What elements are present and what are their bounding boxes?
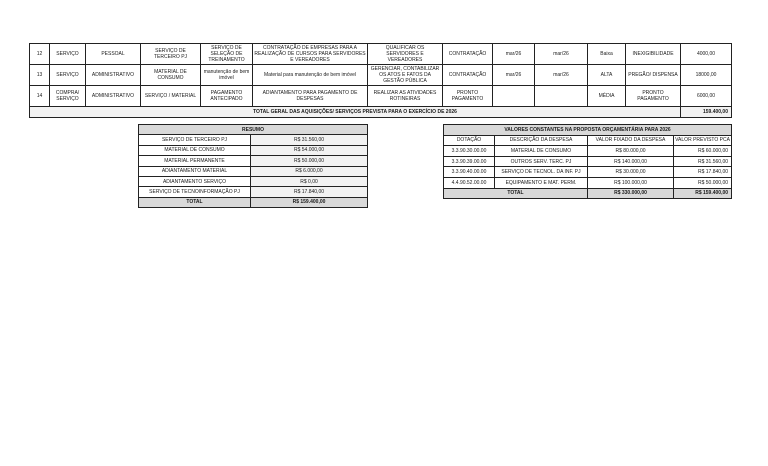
row-value: 6000,00: [681, 86, 732, 107]
table-row: [444, 167, 732, 178]
budget-description: MATERIAL DE CONSUMO: [495, 146, 588, 157]
summary-total-value: R$ 159.400,00: [251, 197, 368, 207]
row-form: CONTRATAÇÃO: [443, 65, 493, 86]
row-value: 4000,00: [681, 44, 732, 65]
summary-value: R$ 31.560,00: [251, 135, 368, 145]
col-header-dotacao: DOTAÇÃO: [444, 135, 495, 146]
row-number: 14: [30, 86, 50, 107]
table-row: [444, 156, 732, 167]
row-number: 12: [30, 44, 50, 65]
budget-fixed-value: R$ 140.000,00: [588, 156, 674, 167]
table-row: [444, 177, 732, 188]
row-description: Material para manutenção de bem imóvel: [253, 65, 368, 86]
budget-fixed-value: R$ 100.000,00: [588, 177, 674, 188]
summary-label: ADIANTAMENTO SERVIÇO: [139, 176, 251, 186]
row-priority: ALTA: [588, 65, 626, 86]
row-category: ADMINISTRATIVO: [86, 86, 141, 107]
budget-description: EQUIPAMENTO E MAT. PERM.: [495, 177, 588, 188]
row-item: PAGAMENTO ANTECIPADO: [201, 86, 253, 107]
budget-table: [443, 124, 732, 199]
budget-total-row: [444, 188, 732, 199]
table-row: [139, 176, 368, 186]
row-type: SERVIÇO: [50, 44, 86, 65]
summary-label: MATERIAL DE CONSUMO: [139, 145, 251, 155]
budget-total-fixed: R$ 330.000,00: [588, 188, 674, 199]
total-label: TOTAL GERAL DAS AQUISIÇÕES/ SERVIÇOS PREVISTA PARA O EXERCÍCIO DE 2026: [30, 107, 681, 118]
row-start: mar/26: [493, 65, 535, 86]
row-justification: QUALIFICAR OS SERVIDORES E VEREADORES: [368, 44, 443, 65]
summary-value: R$ 6.000,00: [251, 166, 368, 176]
budget-dotacao: 3.3.90.40.00.00: [444, 167, 495, 178]
budget-fixed-value: R$ 30.000,00: [588, 167, 674, 178]
summary-value: R$ 50.000,00: [251, 156, 368, 166]
row-start: [493, 86, 535, 107]
summary-header: [139, 125, 368, 135]
summary-table: [138, 124, 368, 208]
budget-total-planned: R$ 159.400,00: [674, 188, 732, 199]
row-category: PESSOAL: [86, 44, 141, 65]
row-description: CONTRATAÇÃO DE EMPRESAS PARA A REALIZAÇÃO DE CURSOS PARA SERVIDORES E VEREADORES: [254, 45, 366, 63]
budget-total-label: TOTAL: [444, 188, 588, 199]
row-justification: GERENCIAR, CONTABILIZAR OS ATOS E FATOS DA GESTÃO PÚBLICA: [368, 65, 443, 86]
row-type: COMPRA/ SERVIÇO: [50, 86, 86, 107]
budget-header-row: [444, 135, 732, 146]
acquisitions-table: [29, 43, 732, 118]
row-value: 18000,00: [681, 65, 732, 86]
row-modality: INEXIGIBILIDADE: [626, 44, 681, 65]
table-row: [139, 187, 368, 197]
summary-label: MATERIAL PERMANENTE: [139, 156, 251, 166]
row-classification: SERVIÇO DE TERCEIRO PJ: [141, 44, 201, 65]
summary-value: R$ 17.840,00: [251, 187, 368, 197]
summary-total-row: [139, 197, 368, 207]
col-header-planned-value: VALOR PREVISTO PCA: [674, 135, 732, 146]
row-form: PRONTO PAGAMENTO: [443, 86, 493, 107]
row-description: ADIANTAMENTO PARA PAGAMENTO DE DESPESAS: [253, 86, 368, 107]
row-category: ADMINISTRATIVO: [86, 65, 141, 86]
total-row: [30, 107, 732, 118]
col-header-fixed-value: VALOR FIXADO DA DESPESA: [588, 135, 674, 146]
budget-planned-value: R$ 50.000,00: [674, 177, 732, 188]
row-form: CONTRATAÇÃO: [443, 44, 493, 65]
table-row: [139, 145, 368, 155]
budget-description: OUTROS SERV. TERC. PJ: [495, 156, 588, 167]
row-modality: PRONTO PAGAMENTO: [626, 86, 681, 107]
row-classification: MATERIAL DE CONSUMO: [141, 65, 201, 86]
summary-title: RESUMO: [139, 125, 368, 135]
summary-label: ADIANTAMENTO MATERIAL: [139, 166, 251, 176]
summary-label: SERVIÇO DE TECNOINFORMAÇÃO PJ: [139, 187, 251, 197]
summary-label: SERVIÇO DE TERCEIRO PJ: [139, 135, 251, 145]
row-classification: SERVIÇO / MATERIAL: [141, 86, 201, 107]
row-priority: MÉDIA: [588, 86, 626, 107]
row-number: 13: [30, 65, 50, 86]
row-priority: Baixa: [588, 44, 626, 65]
table-row: [30, 65, 732, 86]
summary-value: R$ 0,00: [251, 176, 368, 186]
row-end: mar/26: [535, 44, 588, 65]
budget-fixed-value: R$ 80.000,00: [588, 146, 674, 157]
table-row: [139, 135, 368, 145]
total-value: 159.400,00: [681, 107, 732, 118]
budget-dotacao: 3.3.90.39.00.00: [444, 156, 495, 167]
table-row: [139, 156, 368, 166]
table-row: [30, 44, 732, 65]
col-header-description: DESCRIÇÃO DA DESPESA: [495, 135, 588, 146]
row-justification: REALIZAR AS ATIVIDADES ROTINEIRAS: [368, 86, 443, 107]
row-modality: PREGÃO/ DISPENSA: [626, 65, 681, 86]
row-item: SERVIÇO DE SELEÇÃO DE TREINAMENTO: [201, 44, 253, 65]
row-type: SERVIÇO: [50, 65, 86, 86]
budget-description: SERVIÇO DE TECNOL. DA INF. PJ: [495, 167, 588, 178]
budget-planned-value: R$ 60.000,00: [674, 146, 732, 157]
budget-dotacao: 4.4.90.52.00.00: [444, 177, 495, 188]
row-end: [535, 86, 588, 107]
table-row: [30, 86, 732, 107]
table-row: [444, 146, 732, 157]
budget-planned-value: R$ 17.840,00: [674, 167, 732, 178]
budget-title-row: [444, 125, 732, 136]
budget-dotacao: 3.3.90.30.00.00: [444, 146, 495, 157]
row-start: mar/26: [493, 44, 535, 65]
table-row: [139, 166, 368, 176]
row-end: mar/26: [535, 65, 588, 86]
budget-planned-value: R$ 31.560,00: [674, 156, 732, 167]
row-item: manutenção de bem imóvel: [201, 65, 253, 86]
summary-value: R$ 54.000,00: [251, 145, 368, 155]
summary-total-label: TOTAL: [139, 197, 251, 207]
budget-title: VALORES CONSTANTES NA PROPOSTA ORÇAMENTÁRIA PARA 2026: [444, 125, 732, 136]
